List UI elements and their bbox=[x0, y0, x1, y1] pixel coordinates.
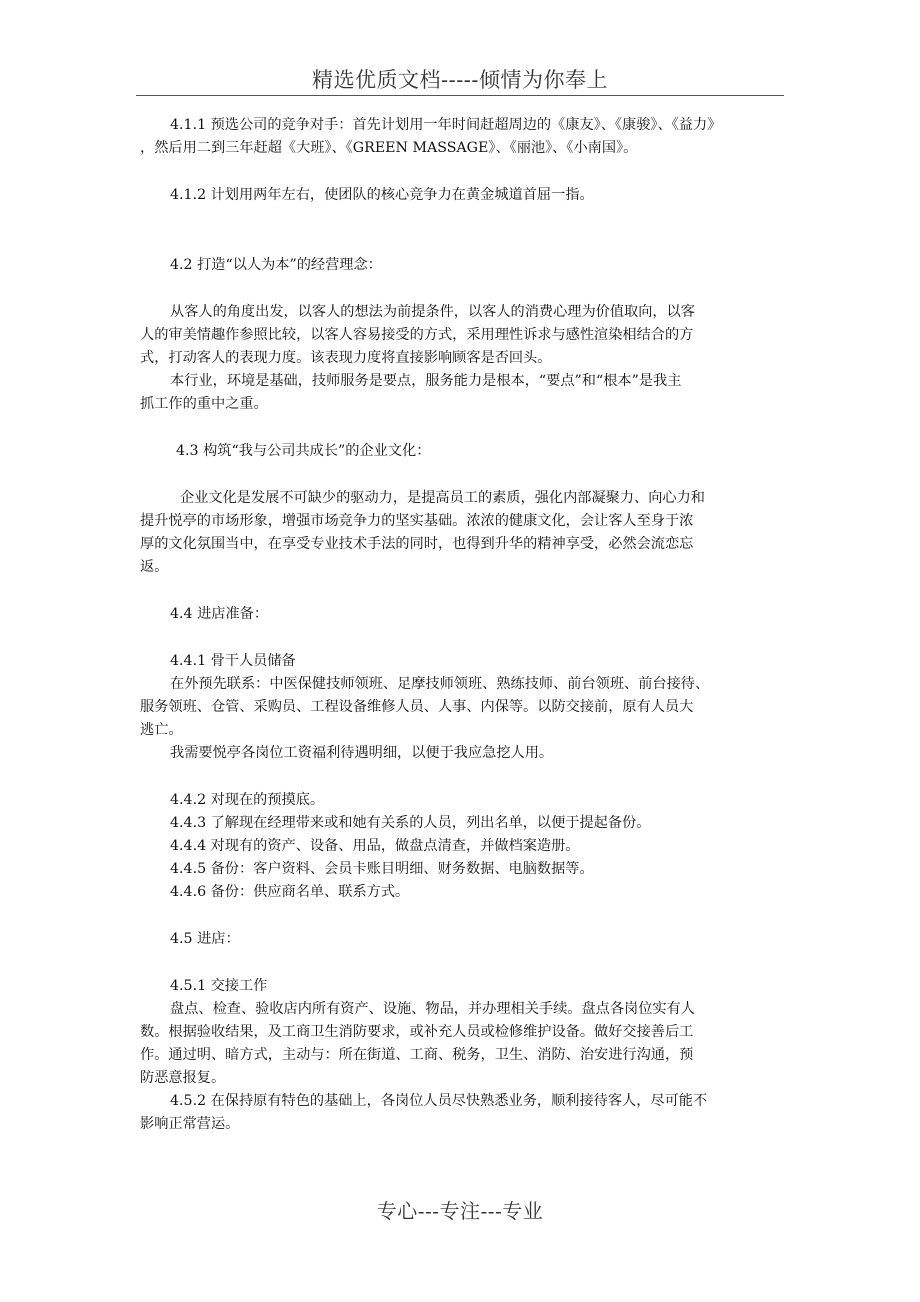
paragraph-4-4-3: 4.4.3 了解现在经理带来或和她有关系的人员，列出名单，以便于提起备份。 bbox=[170, 815, 651, 831]
header-divider bbox=[136, 95, 784, 96]
spacer bbox=[140, 951, 784, 975]
heading-4-5: 4.5 进店： bbox=[170, 931, 240, 947]
paragraph-4-2-b-line-2: 抓工作的重中之重。 bbox=[140, 396, 268, 412]
paragraph-4-3-line-2: 提升悦亭的市场形象，增强市场竞争力的坚实基础。浓浓的健康文化，会让客人至身于浓 bbox=[140, 513, 694, 529]
paragraph-4-4-4: 4.4.4 对现有的资产、设备、用品，做盘点清查，并做档案造册。 bbox=[170, 838, 580, 854]
spacer bbox=[140, 626, 784, 650]
spacer bbox=[140, 904, 784, 928]
paragraph-4-2-a-line-1: 从客人的角度出发，以客人的想法为前提条件，以客人的消费心理为价值取向，以客 bbox=[170, 304, 695, 320]
heading-4-3: 4.3 构筑“我与公司共成长”的企业文化： bbox=[176, 443, 431, 459]
paragraph-4-5-1-line-1: 盘点、检查、验收店内所有资产、设施、物品，并办理相关手续。盘点各岗位实有人 bbox=[170, 1001, 695, 1017]
spacer bbox=[140, 765, 784, 789]
spacer bbox=[140, 160, 784, 184]
paragraph-4-2-a-line-2: 人的审美情趣作参照比较，以客人容易接受的方式，采用理性诉求与感性渲染相结合的方 bbox=[140, 327, 694, 343]
document-body bbox=[140, 114, 784, 1136]
paragraph-4-3-line-4: 返。 bbox=[140, 559, 169, 575]
spacer bbox=[140, 579, 784, 603]
heading-4-4-1: 4.4.1 骨干人员储备 bbox=[170, 653, 296, 669]
page-header-title: 精选优质文档-----倾情为你奉上 bbox=[312, 68, 608, 92]
paragraph-4-1-2: 4.1.2 计划用两年左右，使团队的核心竞争力在黄金城道首屈一指。 bbox=[170, 187, 594, 203]
spacer bbox=[140, 207, 784, 254]
spacer bbox=[140, 277, 784, 301]
paragraph-4-1-1-line-2: ，然后用二到三年赶超《大班》、《GREEN MASSAGE》、《丽池》、《小南国》。 bbox=[140, 140, 638, 156]
paragraph-4-2-a-line-3: 式，打动客人的表现力度。该表现力度将直接影响顾客是否回头。 bbox=[140, 350, 552, 366]
paragraph-4-4-5: 4.4.5 备份：客户资料、会员卡账目明细、财务数据、电脑数据等。 bbox=[170, 861, 594, 877]
heading-4-4: 4.4 进店准备： bbox=[170, 606, 269, 622]
spacer bbox=[140, 463, 784, 487]
paragraph-4-2-b-line-1: 本行业，环境是基础，技师服务是要点，服务能力是根本，“要点”和“根本”是我主 bbox=[170, 373, 682, 389]
paragraph-4-3-line-3: 厚的文化氛围当中，在享受专业技术手法的同时，也得到升华的精神享受，必然会流恋忘 bbox=[140, 536, 694, 552]
paragraph-4-4-1-a-line-1: 在外预先联系：中医保健技师领班、足摩技师领班、熟练技师、前台领班、前台接待、 bbox=[170, 676, 710, 692]
paragraph-4-3-line-1: 企业文化是发展不可缺少的驱动力，是提高员工的素质，强化内部凝聚力、向心力和 bbox=[180, 490, 705, 506]
heading-4-2: 4.2 打造“以人为本”的经营理念： bbox=[170, 257, 382, 273]
paragraph-4-5-2-line-2: 影响正常营运。 bbox=[140, 1116, 240, 1132]
paragraph-4-4-2: 4.4.2 对现在的预摸底。 bbox=[170, 792, 325, 808]
heading-4-5-1: 4.5.1 交接工作 bbox=[170, 978, 268, 994]
paragraph-4-5-1-line-3: 作。通过明、暗方式，主动与：所在街道、工商、税务，卫生、消防、治安进行沟通，预 bbox=[140, 1047, 694, 1063]
paragraph-4-5-2-line-1: 4.5.2 在保持原有特色的基础上，各岗位人员尽快熟悉业务，顺利接待客人，尽可能不 bbox=[170, 1093, 708, 1109]
paragraph-4-1-1-line-1: 4.1.1 预选公司的竞争对手：首先计划用一年时间赶超周边的《康友》、《康骏》、《益力》 bbox=[170, 117, 722, 133]
paragraph-4-4-1-a-line-3: 逃亡。 bbox=[140, 722, 183, 738]
paragraph-4-5-1-line-2: 数。根据验收结果，及工商卫生消防要求，或补充人员或检修维护设备。做好交接善后工 bbox=[140, 1024, 694, 1040]
paragraph-4-4-6: 4.4.6 备份：供应商名单、联系方式。 bbox=[170, 884, 410, 900]
paragraph-4-4-1-a-line-2: 服务领班、仓管、采购员、工程设备维修人员、人事、内保等。以防交接前，原有人员大 bbox=[140, 699, 694, 715]
paragraph-4-5-1-line-4: 防恶意报复。 bbox=[140, 1070, 226, 1086]
spacer bbox=[140, 416, 784, 440]
page-footer-title: 专心---专注---专业 bbox=[376, 1199, 544, 1223]
paragraph-4-4-1-b: 我需要悦亭各岗位工资福利待遇明细，以便于我应急挖人用。 bbox=[170, 745, 554, 761]
